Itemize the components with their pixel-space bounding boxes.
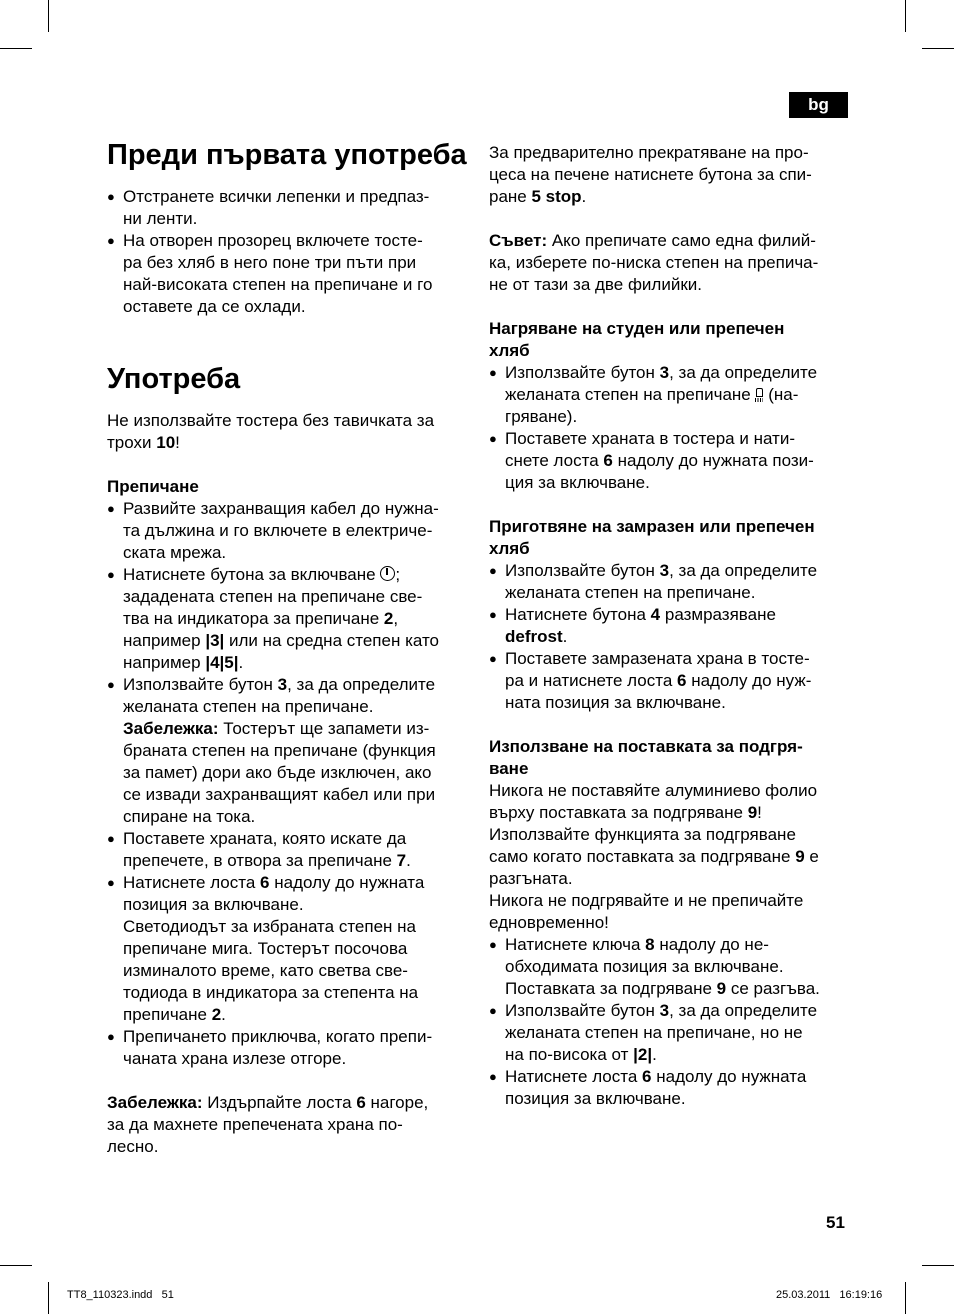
crop-mark bbox=[0, 1265, 32, 1266]
list-item: ● На отворен прозорец включете тосте- ра без хляб в него поне три пъти при най-високата степен на препичане и го оставете да се охлади. bbox=[107, 230, 469, 318]
list-item: ● Поставете замразената храна в тосте- ра и натиснете лоста 6 надолу до нуж- ната позиция за включване. bbox=[489, 648, 851, 714]
warming-rack-list bbox=[489, 934, 851, 1110]
usage-intro: Не използвайте тостера без тавичката за трохи 10! bbox=[107, 411, 435, 452]
list-item: ● Използвайте бутон 3, за да определите желаната степен на препичане (на- гряване). bbox=[489, 362, 851, 428]
crop-mark bbox=[922, 48, 954, 49]
warming-rack-heading: Използване на поставката за подгря- ване bbox=[489, 737, 803, 778]
list-item: ● Използвайте бутон 3, за да определите желаната степен на препичане, но не на по-висока от |2|. bbox=[489, 1000, 851, 1066]
left-column bbox=[107, 138, 469, 1158]
list-item: ● Използвайте бутон 3, за да определите желаната степен на препичане. bbox=[489, 560, 851, 604]
toasting-heading: Препичане bbox=[107, 477, 199, 496]
crop-mark bbox=[48, 0, 49, 32]
warming-icon bbox=[755, 388, 763, 402]
page-number: 51 bbox=[826, 1213, 845, 1232]
heading-usage: Употреба bbox=[107, 363, 241, 395]
frozen-heading: Приготвяне на замразен или препечен хляб bbox=[489, 517, 815, 558]
crop-mark bbox=[48, 1282, 49, 1314]
crop-mark bbox=[905, 1282, 906, 1314]
crop-mark bbox=[0, 48, 32, 49]
list-item: ● Натиснете лоста 6 надолу до нужната позиция за включване. bbox=[489, 1066, 851, 1110]
right-column bbox=[489, 142, 851, 1110]
list-item: ● Поставете храната, която искате да препечете, в отвора за препичане 7. bbox=[107, 828, 469, 872]
frozen-list bbox=[489, 560, 851, 714]
first-use-list bbox=[107, 186, 469, 318]
warming-rack-paragraph: Никога не поставяйте алуминиево фолио върху поставката за подгряване 9! Използвайте функцията за подгряване само когато поставката за подгряване 9 е разгъната. Никога не подгрявайте и не препичайте едновременно! bbox=[489, 781, 819, 932]
language-badge: bg bbox=[789, 92, 848, 118]
list-item: ● Натиснете бутона 4 размразяване defrost. bbox=[489, 604, 851, 648]
crop-mark bbox=[922, 1265, 954, 1266]
list-item: ● Отстранете всички лепенки и предпаз- ни ленти. bbox=[107, 186, 469, 230]
list-item: ● Натиснете ключа 8 надолу до не- обходимата позиция за включване. Поставката за подгряване 9 се разгъва. bbox=[489, 934, 851, 1000]
note-paragraph: Забележка: Издърпайте лоста 6 нагоре, за да махнете препечената храна по- лесно. bbox=[107, 1093, 429, 1156]
reheat-list bbox=[489, 362, 851, 494]
toasting-list bbox=[107, 498, 469, 1070]
list-item: ● Натиснете лоста 6 надолу до нужната позиция за включване. Светодиодът за избраната степен на препичане мига. Тостерът посочова изминалото време, като светва све- тодиода в индикатора за степента на препичане 2. bbox=[107, 872, 469, 1026]
reheat-heading: Нагряване на студен или препечен хляб bbox=[489, 319, 785, 360]
heading-before-first-use: Преди първата употреба bbox=[107, 139, 467, 171]
list-item: ● Натиснете бутона за включване ; зададената степен на препичане све- тва на индикатора за препичане 2, например |3| или на средна степен като например |4|5|. bbox=[107, 564, 469, 674]
list-item: ● Използвайте бутон 3, за да определите желаната степен на препичане. Забележка: Тостерът ще запамети из- браната степен на препичане (функция за памет) дори ако бъде изключен, ако се извади захранващият кабел или при спиране на тока. bbox=[107, 674, 469, 828]
stop-paragraph: За предварително прекратяване на про- цеса на печене натиснете бутона за спи- ране 5 stop. bbox=[489, 143, 812, 206]
list-item: ● Развийте захранващия кабел до нужна- та дължина и го включете в електриче- ската мрежа. bbox=[107, 498, 469, 564]
tip-paragraph: Съвет: Ако препичате само една филий- ка, изберете по-ниска степен на препича- не от тази за две филийки. bbox=[489, 231, 819, 294]
list-item: ● Препичането приключва, когато препи- чаната храна излезе отгоре. bbox=[107, 1026, 469, 1070]
footer-file-info: TT8_110323.indd 51 bbox=[67, 1289, 174, 1301]
power-icon bbox=[380, 566, 395, 581]
footer-timestamp: 25.03.2011 16:19:16 bbox=[776, 1289, 883, 1301]
crop-mark bbox=[905, 0, 906, 32]
list-item: ● Поставете храната в тостера и нати- снете лоста 6 надолу до нужната пози- ция за включване. bbox=[489, 428, 851, 494]
